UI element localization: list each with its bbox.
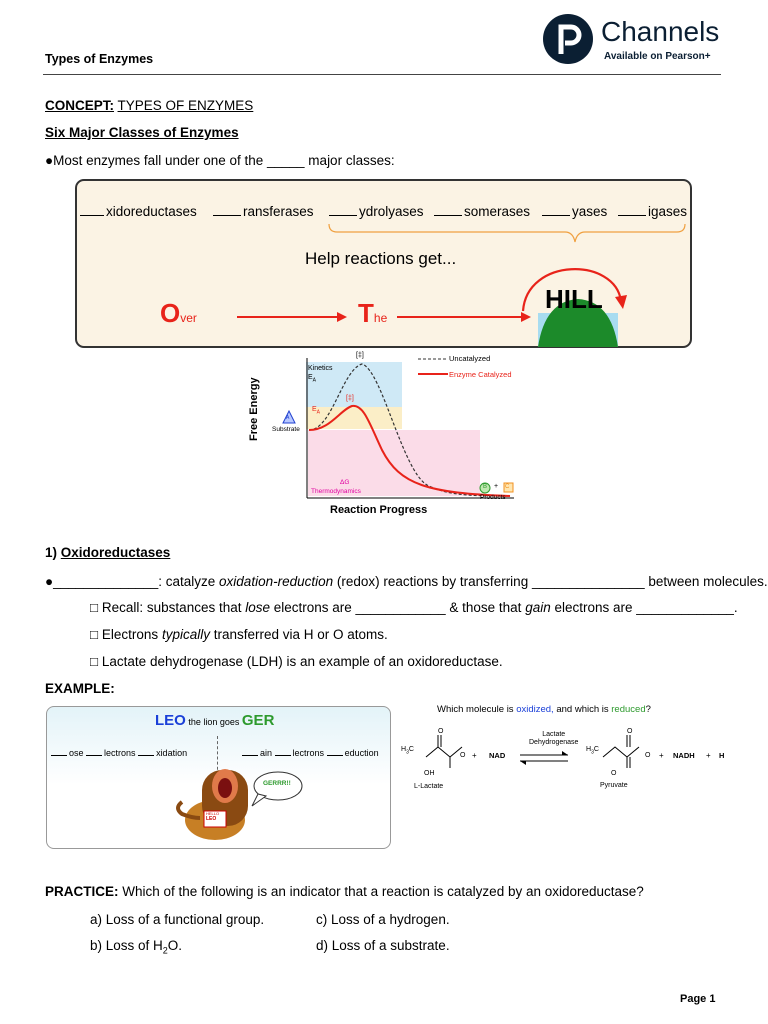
plus-1: + xyxy=(472,751,477,760)
substrate-label: Substrate xyxy=(272,426,300,433)
leo-title: LEO the lion goes GER xyxy=(155,712,275,729)
example-label: EXAMPLE: xyxy=(45,681,115,696)
over-label: Over xyxy=(160,298,197,328)
oxidoreductase-definition: ●______________: catalyze oxidation-reduction (redox) reactions by transferring _______________ between molecules. xyxy=(45,574,768,589)
nadh-label: NADH xyxy=(673,751,695,760)
class-transferases: ransferases xyxy=(213,204,314,219)
plus-2: + xyxy=(659,751,664,760)
pyruvate-keto-o: O xyxy=(611,770,617,777)
lactate-label: L-Lactate xyxy=(414,783,444,790)
legend-uncatalyzed: Uncatalyzed xyxy=(449,354,491,363)
proton-label: H xyxy=(719,751,725,760)
leo-row: ose lectrons xidation xyxy=(51,748,187,758)
class-isomerases: somerases xyxy=(434,204,530,219)
pyruvate-label: Pyruvate xyxy=(600,782,628,789)
pyruvate-carbonyl-o: O xyxy=(627,728,633,735)
class-hydrolyases: ydrolyases xyxy=(329,204,424,219)
electrons-line: □ Electrons typically transferred via H or O atoms. xyxy=(90,627,388,642)
substrate-letter: A xyxy=(286,415,290,421)
the-label: The xyxy=(358,298,388,328)
legend-catalyzed: Enzyme Catalyzed xyxy=(449,370,512,379)
recall-line: □ Recall: substances that lose electrons are ____________ & those that gain electrons are _____________. xyxy=(90,600,738,615)
intro-sentence: ●Most enzymes fall under one of the _____ major classes: xyxy=(45,153,395,168)
lion-name-tag: HELLO LEO xyxy=(206,811,220,822)
lion-icon xyxy=(170,758,305,848)
pyruvate-h3c: $H_3C$ xyxy=(586,746,599,756)
lactate-h3c: $H_3C$ xyxy=(401,746,414,756)
lactate-o-minus: O xyxy=(460,752,466,759)
lactate-carbonyl-o: O xyxy=(438,728,444,735)
pyruvate-o-minus: O xyxy=(645,752,651,759)
hill-label: HILL xyxy=(545,284,603,314)
delta-g-label: ΔG xyxy=(340,479,350,486)
section-oxidoreductases-heading: 1) Oxidoreductases xyxy=(45,545,171,560)
option-a: a) Loss of a functional group. xyxy=(90,912,265,927)
practice-question: PRACTICE: Which of the following is an indicator that a reaction is catalyzed by an oxidoreductase? xyxy=(45,884,644,899)
product-c: C xyxy=(505,484,510,490)
products-label: Products xyxy=(480,494,506,501)
reaction-question: Which molecule is oxidized, and which is reduced? xyxy=(437,704,651,715)
product-plus: + xyxy=(494,483,499,490)
class-oxidoreductases: xidoreductases xyxy=(80,204,197,219)
concept-heading: CONCEPT: TYPES OF ENZYMES xyxy=(45,98,254,113)
pearson-logo-icon xyxy=(543,14,593,64)
class-ligases: igases xyxy=(618,204,687,219)
option-d: d) Loss of a substrate. xyxy=(316,938,450,953)
nad-label: NAD xyxy=(489,751,506,760)
class-lyases: yases xyxy=(542,204,607,219)
energy-xlabel: Reaction Progress xyxy=(330,504,428,516)
help-reactions-text: Help reactions get... xyxy=(305,249,457,268)
thermodynamics-label: Thermodynamics xyxy=(311,488,361,495)
kinetics-label: Kinetics $E_A$ xyxy=(308,365,333,384)
plus-3: + xyxy=(706,751,711,760)
page-header-title: Types of Enzymes xyxy=(45,52,154,66)
ger-row: ain lectrons eduction xyxy=(242,748,379,758)
product-b: B xyxy=(483,484,488,490)
page-number: Page 1 xyxy=(680,993,716,1005)
ldh-line: □ Lactate dehydrogenase (LDH) is an example of an oxidoreductase. xyxy=(90,654,503,669)
brand-subtitle: Available on Pearson+ xyxy=(604,51,711,62)
ea-catalyzed-label: $E_A$ xyxy=(312,406,321,416)
section-subheading: Six Major Classes of Enzymes xyxy=(45,125,239,140)
lactate-oh: OH xyxy=(424,770,435,777)
enzyme-label: Lactate Dehydrogenase xyxy=(529,731,579,746)
transition-state-cat: [‡] xyxy=(346,395,354,402)
transition-state-uncat: [‡] xyxy=(356,352,364,359)
option-c: c) Loss of a hydrogen. xyxy=(316,912,450,927)
brand-name: Channels xyxy=(601,16,720,47)
lion-bubble-text: GERRR!! xyxy=(263,780,291,787)
energy-ylabel: Free Energy xyxy=(248,377,260,441)
option-b: b) Loss of $H_2O$. xyxy=(90,938,183,956)
header-divider xyxy=(43,74,721,75)
